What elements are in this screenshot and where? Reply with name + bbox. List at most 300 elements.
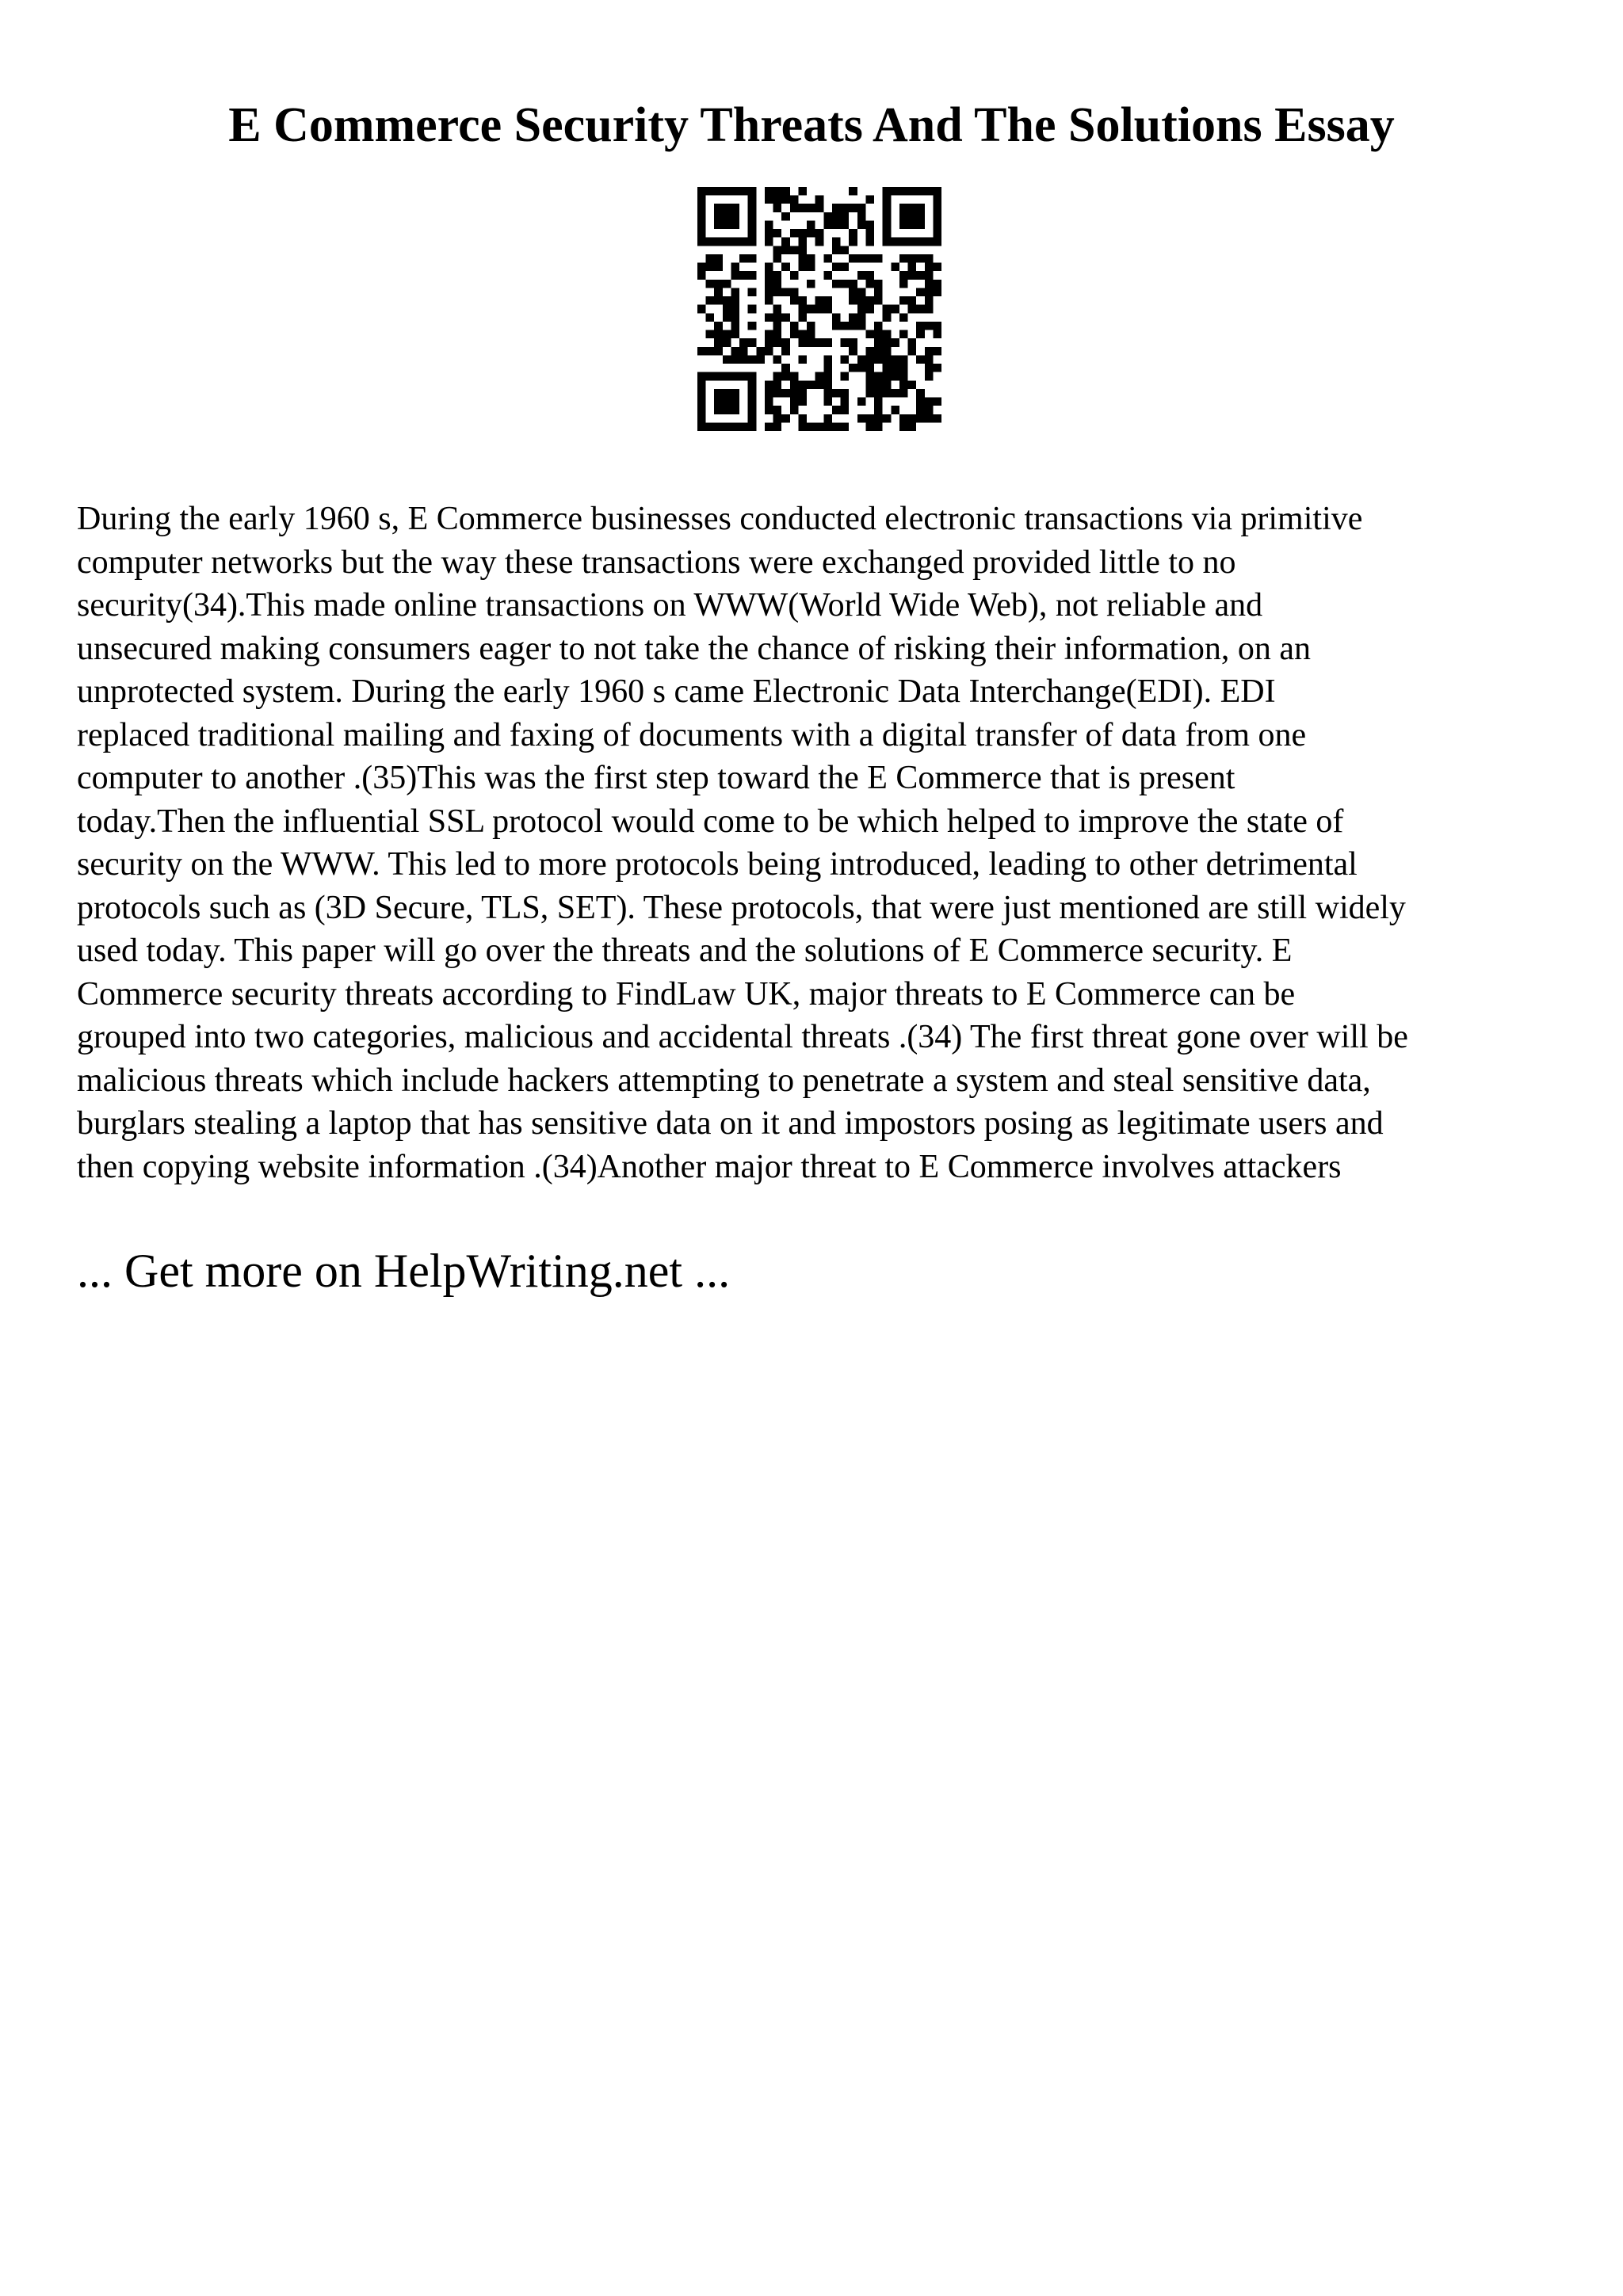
qr-module xyxy=(773,414,782,423)
qr-module xyxy=(765,220,773,229)
qr-module xyxy=(790,246,799,254)
qr-module xyxy=(857,364,866,372)
qr-module xyxy=(807,254,815,263)
qr-module xyxy=(899,330,908,339)
essay-line: used today. This paper will go over the threats and the solutions of E Commerce security. E xyxy=(77,933,1293,969)
qr-module xyxy=(908,380,917,389)
qr-module xyxy=(908,414,917,423)
qr-module xyxy=(773,422,782,431)
qr-module xyxy=(874,280,883,288)
qr-module xyxy=(874,398,883,406)
qr-module xyxy=(916,330,925,339)
qr-module xyxy=(765,406,773,414)
qr-module xyxy=(723,280,731,288)
qr-module xyxy=(798,355,807,364)
qr-module xyxy=(798,238,807,246)
qr-module xyxy=(933,364,941,372)
qr-module xyxy=(798,389,807,398)
qr-module xyxy=(857,254,866,263)
qr-module xyxy=(765,380,773,389)
qr-module xyxy=(798,296,807,305)
qr-module xyxy=(773,280,782,288)
qr-module xyxy=(773,229,782,238)
qr-module xyxy=(874,347,883,356)
qr-module xyxy=(781,338,790,347)
essay-line: grouped into two categories, malicious and accidental threats .(34) The first threat gone over will be xyxy=(77,1019,1408,1055)
qr-module xyxy=(865,347,874,356)
qr-module xyxy=(832,204,841,212)
qr-module xyxy=(832,238,841,246)
qr-module xyxy=(841,406,850,414)
qr-module xyxy=(865,296,874,305)
qr-module xyxy=(756,347,765,356)
qr-module xyxy=(723,330,731,339)
qr-module xyxy=(899,280,908,288)
qr-module xyxy=(706,296,715,305)
qr-module xyxy=(823,422,832,431)
qr-module xyxy=(739,338,748,347)
qr-module xyxy=(807,305,815,314)
qr-module xyxy=(841,372,850,381)
qr-module xyxy=(865,254,874,263)
qr-module xyxy=(841,204,850,212)
qr-module xyxy=(857,398,866,406)
qr-module xyxy=(916,305,925,314)
qr-module xyxy=(883,364,892,372)
qr-module xyxy=(849,280,857,288)
qr-module xyxy=(865,414,874,423)
qr-module xyxy=(841,355,850,364)
qr-module xyxy=(849,187,857,196)
qr-module xyxy=(714,296,723,305)
qr-module xyxy=(823,364,832,372)
qr-module xyxy=(807,263,815,272)
qr-module xyxy=(731,263,739,272)
qr-module xyxy=(790,271,799,280)
qr-module xyxy=(807,322,815,330)
qr-module xyxy=(925,296,934,305)
qr-module xyxy=(849,288,857,296)
qr-module xyxy=(706,347,715,356)
qr-module xyxy=(865,196,874,204)
qr-module xyxy=(849,338,857,347)
qr-module xyxy=(781,187,790,196)
qr-module xyxy=(933,347,941,356)
qr-module xyxy=(815,196,824,204)
qr-module xyxy=(874,406,883,414)
qr-module xyxy=(765,229,773,238)
qr-module xyxy=(865,330,874,339)
qr-module xyxy=(706,313,715,322)
qr-module xyxy=(706,254,715,263)
qr-module xyxy=(815,422,824,431)
qr-module xyxy=(781,414,790,423)
qr-module xyxy=(714,288,723,296)
qr-module xyxy=(773,246,782,254)
qr-module xyxy=(841,422,850,431)
qr-module xyxy=(714,254,723,263)
qr-module xyxy=(857,322,866,330)
qr-module xyxy=(857,288,866,296)
qr-module xyxy=(706,280,715,288)
essay-body xyxy=(77,498,1557,1188)
qr-module xyxy=(807,229,815,238)
qr-module xyxy=(714,330,723,339)
essay-line: security on the WWW. This led to more protocols being introduced, leading to other detrimental xyxy=(77,846,1358,883)
qr-module xyxy=(891,263,899,272)
qr-module xyxy=(765,263,773,272)
qr-module xyxy=(925,263,934,272)
qr-module xyxy=(731,296,739,305)
qr-module xyxy=(790,196,799,204)
qr-module xyxy=(841,220,850,229)
qr-module xyxy=(933,330,941,339)
qr-module xyxy=(849,364,857,372)
qr-module xyxy=(781,263,790,272)
qr-module xyxy=(933,288,941,296)
qr-module xyxy=(731,288,739,296)
qr-module xyxy=(849,347,857,356)
qr-module xyxy=(790,288,799,296)
qr-module xyxy=(773,380,782,389)
qr-module xyxy=(908,254,917,263)
qr-module xyxy=(781,389,790,398)
qr-module xyxy=(883,338,892,347)
essay-line: computer networks but the way these transactions were exchanged provided little to no xyxy=(77,543,1236,581)
qr-module xyxy=(849,313,857,322)
qr-module xyxy=(883,380,892,389)
qr-module xyxy=(933,398,941,406)
qr-module xyxy=(756,355,765,364)
qr-module xyxy=(697,347,706,356)
qr-module xyxy=(908,271,917,280)
qr-module xyxy=(891,406,899,414)
qr-module xyxy=(916,398,925,406)
qr-module xyxy=(899,254,908,263)
qr-module xyxy=(849,204,857,212)
qr-module xyxy=(925,322,934,330)
qr-module xyxy=(925,305,934,314)
qr-module xyxy=(773,372,782,381)
qr-module xyxy=(723,305,731,314)
qr-module xyxy=(697,271,706,280)
qr-alignment xyxy=(865,355,874,397)
qr-module xyxy=(697,263,706,272)
qr-module xyxy=(765,271,773,280)
qr-module xyxy=(765,296,773,305)
qr-module xyxy=(823,414,832,423)
qr-module xyxy=(790,398,799,406)
qr-module xyxy=(857,271,866,280)
qr-module xyxy=(765,398,773,406)
qr-module xyxy=(748,271,757,280)
qr-module xyxy=(739,355,748,364)
qr-module xyxy=(933,414,941,423)
qr-module xyxy=(891,338,899,347)
qr-module xyxy=(916,389,925,398)
qr-module xyxy=(790,296,799,305)
qr-module xyxy=(908,296,917,305)
qr-module xyxy=(841,263,850,272)
qr-module xyxy=(925,355,934,364)
qr-module xyxy=(781,364,790,372)
qr-module xyxy=(865,280,874,288)
qr-module xyxy=(908,263,917,272)
qr-module xyxy=(815,305,824,314)
qr-module xyxy=(916,355,925,364)
qr-module xyxy=(781,313,790,322)
qr-module xyxy=(714,280,723,288)
qr-module xyxy=(832,313,841,322)
qr-module xyxy=(781,212,790,221)
qr-module xyxy=(916,414,925,423)
essay-line: replaced traditional mailing and faxing of documents with a digital transfer of data from one xyxy=(77,716,1307,753)
qr-module xyxy=(807,204,815,212)
qr-module xyxy=(706,330,715,339)
qr-module xyxy=(849,254,857,263)
qr-module xyxy=(748,288,757,296)
qr-module xyxy=(925,288,934,296)
qr-module xyxy=(773,313,782,322)
qr-module xyxy=(731,330,739,339)
qr-module xyxy=(933,280,941,288)
qr-module xyxy=(865,229,874,238)
qr-module xyxy=(916,322,925,330)
qr-module xyxy=(916,254,925,263)
qr-module xyxy=(874,422,883,431)
qr-module xyxy=(798,246,807,254)
qr-module xyxy=(815,238,824,246)
qr-module xyxy=(841,280,850,288)
qr-module xyxy=(748,305,757,314)
qr-module xyxy=(874,254,883,263)
essay-line: malicious threats which include hackers attempting to penetrate a system and steal sensitive data, xyxy=(77,1062,1371,1099)
qr-module xyxy=(874,338,883,347)
qr-module xyxy=(874,330,883,339)
qr-module xyxy=(865,238,874,246)
qr-module xyxy=(714,322,723,330)
qr-module xyxy=(841,389,850,398)
essay-line: then copying website information .(34)Another major threat to E Commerce involves attackers xyxy=(77,1148,1342,1185)
qr-module xyxy=(798,229,807,238)
qr-module xyxy=(765,280,773,288)
qr-module xyxy=(773,355,782,364)
qr-module xyxy=(832,246,841,254)
qr-module xyxy=(739,254,748,263)
essay-line: computer to another .(35)This was the first step toward the E Commerce that is present xyxy=(77,760,1235,796)
qr-module xyxy=(849,229,857,238)
qr-module xyxy=(798,330,807,339)
qr-module xyxy=(781,347,790,356)
qr-module xyxy=(798,313,807,322)
qr-module xyxy=(748,355,757,364)
qr-module xyxy=(815,380,824,389)
qr-module xyxy=(841,212,850,221)
qr-module xyxy=(731,305,739,314)
qr-module xyxy=(798,263,807,272)
qr-module xyxy=(765,347,773,356)
qr-module xyxy=(823,212,832,221)
essay-line: today.Then the influential SSL protocol would come to be which helped to improve the state of xyxy=(77,803,1344,840)
qr-module xyxy=(723,355,731,364)
qr-module xyxy=(832,322,841,330)
qr-module xyxy=(773,406,782,414)
qr-module xyxy=(773,204,782,212)
qr-module xyxy=(908,305,917,314)
qr-module xyxy=(765,238,773,246)
qr-module xyxy=(790,372,799,381)
qr-module xyxy=(925,254,934,263)
qr-module xyxy=(781,238,790,246)
qr-module xyxy=(823,296,832,305)
qr-module xyxy=(706,263,715,272)
qr-alignment xyxy=(883,372,892,381)
qr-module xyxy=(773,389,782,398)
qr-code-icon[interactable] xyxy=(697,187,941,431)
qr-module xyxy=(865,422,874,431)
qr-module xyxy=(841,246,850,254)
qr-module xyxy=(739,271,748,280)
essay-line: protocols such as (3D Secure, TLS, SET). These protocols, that were just mentioned are still widely xyxy=(77,889,1406,926)
qr-module xyxy=(773,322,782,330)
qr-module xyxy=(790,229,799,238)
qr-module xyxy=(899,422,908,431)
qr-module xyxy=(916,271,925,280)
qr-module xyxy=(823,372,832,381)
qr-module xyxy=(781,196,790,204)
qr-module xyxy=(933,263,941,272)
qr-module xyxy=(798,422,807,431)
qr-module xyxy=(807,422,815,431)
qr-module xyxy=(874,322,883,330)
qr-module xyxy=(925,280,934,288)
qr-module xyxy=(798,305,807,314)
qr-module xyxy=(857,414,866,423)
qr-module xyxy=(832,406,841,414)
qr-module xyxy=(723,296,731,305)
document-title: E Commerce Security Threats And The Solutions Essay xyxy=(228,98,1395,152)
qr-module xyxy=(773,338,782,347)
qr-module xyxy=(748,338,757,347)
qr-module xyxy=(925,398,934,406)
qr-module xyxy=(765,330,773,339)
qr-module xyxy=(841,322,850,330)
qr-module xyxy=(832,263,841,272)
qr-module xyxy=(925,347,934,356)
qr-module xyxy=(832,220,841,229)
qr-module xyxy=(823,389,832,398)
qr-module xyxy=(883,313,892,322)
qr-module xyxy=(798,338,807,347)
qr-module xyxy=(874,288,883,296)
qr-module xyxy=(857,212,866,221)
qr-module xyxy=(883,330,892,339)
qr-module xyxy=(899,414,908,423)
qr-module xyxy=(832,422,841,431)
essay-line: unprotected system. During the early 1960 s came Electronic Data Interchange(EDI). EDI xyxy=(77,673,1276,710)
qr-module xyxy=(849,296,857,305)
essay-line: unsecured making consumers eager to not take the chance of risking their information, on an xyxy=(77,630,1311,667)
qr-module xyxy=(908,347,917,356)
essay-line: Commerce security threats according to FindLaw UK, major threats to E Commerce can be xyxy=(77,975,1296,1013)
qr-module xyxy=(841,398,850,406)
qr-module xyxy=(823,271,832,280)
qr-module xyxy=(874,380,883,389)
qr-module xyxy=(874,414,883,423)
qr-module xyxy=(849,322,857,330)
qr-module xyxy=(714,338,723,347)
qr-module xyxy=(781,288,790,296)
qr-module xyxy=(798,187,807,196)
qr-module xyxy=(697,305,706,314)
qr-module xyxy=(748,254,757,263)
qr-module xyxy=(790,389,799,398)
qr-module xyxy=(781,246,790,254)
qr-module xyxy=(807,338,815,347)
qr-module xyxy=(790,204,799,212)
qr-module xyxy=(883,414,892,423)
qr-module xyxy=(857,204,866,212)
qr-module xyxy=(916,406,925,414)
qr-module xyxy=(865,305,874,314)
qr-alignment xyxy=(899,355,908,397)
qr-module xyxy=(823,220,832,229)
qr-module xyxy=(899,296,908,305)
qr-module xyxy=(807,280,815,288)
qr-module xyxy=(899,313,908,322)
qr-module xyxy=(807,380,815,389)
qr-module xyxy=(823,380,832,389)
qr-module xyxy=(765,338,773,347)
qr-module xyxy=(714,347,723,356)
qr-module xyxy=(773,330,782,339)
qr-module xyxy=(807,220,815,229)
qr-module xyxy=(773,187,782,196)
qr-module xyxy=(765,187,773,196)
qr-module xyxy=(883,305,892,314)
qr-module xyxy=(916,288,925,296)
qr-module xyxy=(865,220,874,229)
qr-module xyxy=(773,288,782,296)
qr-module xyxy=(798,254,807,263)
qr-module xyxy=(765,288,773,296)
qr-module xyxy=(891,364,899,372)
qr-module xyxy=(765,422,773,431)
qr-module xyxy=(773,196,782,204)
qr-module xyxy=(781,372,790,381)
qr-module xyxy=(798,414,807,423)
qr-module xyxy=(790,406,799,414)
qr-module xyxy=(925,364,934,372)
qr-module xyxy=(773,271,782,280)
qr-module xyxy=(823,305,832,314)
qr-module xyxy=(849,238,857,246)
qr-module xyxy=(899,271,908,280)
qr-module xyxy=(933,322,941,330)
qr-module xyxy=(739,347,748,356)
get-more-link[interactable]: ... Get more on HelpWriting.net ... xyxy=(77,1245,731,1297)
qr-module xyxy=(874,372,883,381)
qr-module xyxy=(832,212,841,221)
qr-module xyxy=(773,305,782,314)
qr-module xyxy=(790,380,799,389)
qr-module xyxy=(790,330,799,339)
qr-module xyxy=(723,313,731,322)
qr-module xyxy=(925,271,934,280)
qr-module xyxy=(874,296,883,305)
qr-module xyxy=(823,254,832,263)
qr-module xyxy=(748,322,757,330)
